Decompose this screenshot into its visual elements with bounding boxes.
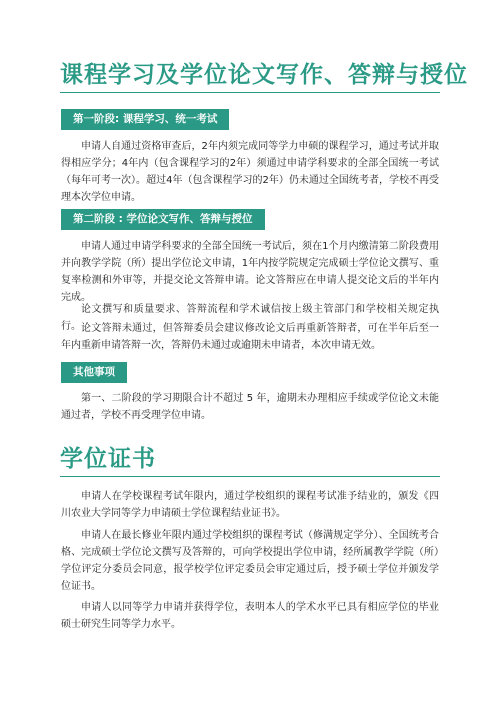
stage2-paragraph-1: 申请人通过申请学科要求的全部全国统一考试后，须在1个月内缴清第二阶段费用并向教学学院（所）提出学位论文申请，1年内按学院规定完成硕士学位论文撰写、重复率检测和外审等，并提交论文答辩申请。论文答辩应在申请人提交论文后的半年内完成。 bbox=[61, 241, 439, 303]
certificate-paragraph-2: 申请人在最长修业年限内通过学校组织的课程考试（修满规定学分）、全国统考合格、完成硕士学位论文撰写及答辩的，可向学校提出学位申请，经所属教学学院（所）学位评定分委员会同意，报学校学位评定委员会审定通过后，授予硕士学位并颁发学位证书。 bbox=[61, 530, 439, 592]
certificate-divider bbox=[60, 476, 440, 477]
stage1-paragraph: 申请人自通过资格审查后，2年内须完成同等学力申硕的课程学习，通过考试并取得相应学分；4年内（包含课程学习的2年）须通过申请学科要求的全部全国统一考试（每年可考一次）。超过4年（包含课程学习的2年）仍未通过全国统考者，学校不再受理本次学位申请。 bbox=[61, 141, 439, 203]
certificate-title: 学位证书 bbox=[60, 446, 156, 472]
certificate-paragraph-3: 申请人以同等学力申请并获得学位，表明本人的学术水平已具有相应学位的毕业硕士研究生同等学力水平。 bbox=[61, 602, 439, 630]
title-divider bbox=[60, 92, 440, 93]
stage1-badge: 第一阶段: 课程学习、统一考试 bbox=[61, 109, 229, 130]
stage2-paragraph-2: 论文撰写和质量要求、答辩流程和学术诚信按上级主管部门和学校相关规定执行。 bbox=[61, 304, 439, 332]
other-paragraph: 第一、二阶段的学习期限合计不超过 5 年，逾期未办理相应手续或学位论文未能通过者，学校不再受理学位申请。 bbox=[61, 393, 439, 421]
other-badge: 其他事项 bbox=[61, 362, 127, 383]
page-title: 课程学习及学位论文写作、答辩与授位 bbox=[60, 62, 468, 88]
stage2-badge: 第二阶段 : 学位论文写作、答辩与授位 bbox=[61, 209, 265, 230]
certificate-paragraph-1: 申请人在学校课程考试年限内，通过学校组织的课程考试准予结业的，颁发《四川农业大学同等学力申请硕士学位课程结业证书》。 bbox=[61, 491, 439, 519]
stage2-paragraph-3: 论文答辩未通过，但答辩委员会建议修改论文后再重新答辩者，可在半年后至一年内重新申请答辩一次，答辩仍未通过或逾期未申请者，本次申请无效。 bbox=[61, 323, 439, 351]
